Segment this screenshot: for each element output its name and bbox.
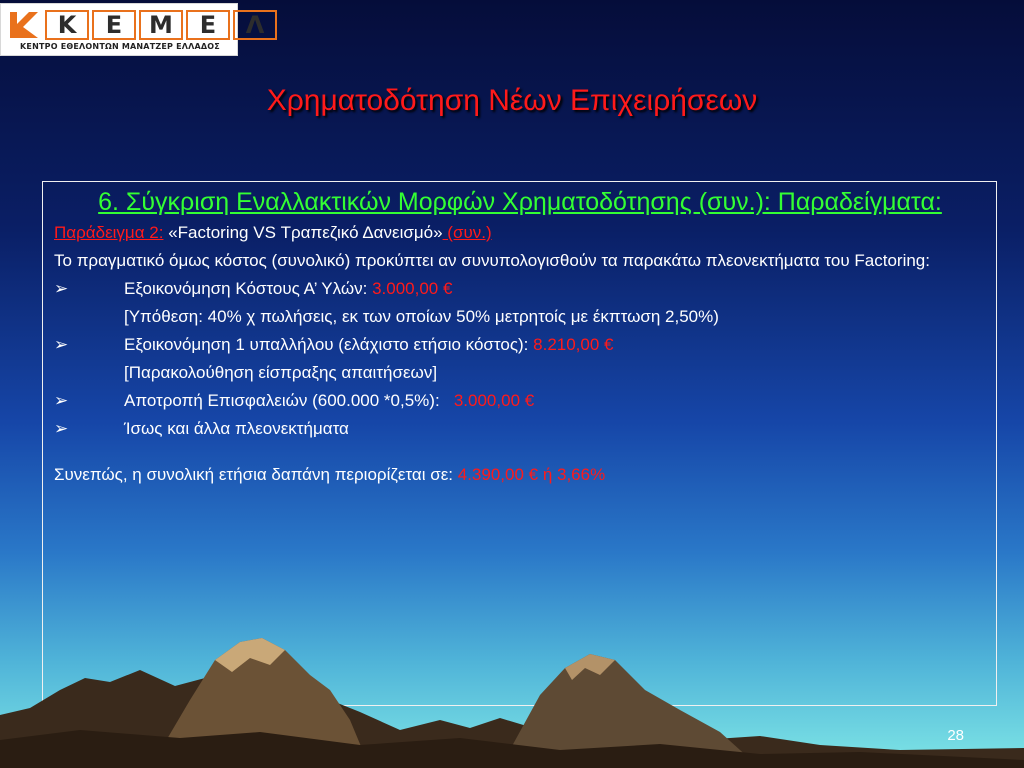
- list-item-text: [124, 331, 614, 359]
- logo-caption: ΚΕΝΤΡΟ ΕΘΕΛΟΝΤΩΝ ΜΑΝΑΤΖΕΡ ΕΛΛΑΔΟΣ: [20, 42, 220, 51]
- example-line: [54, 219, 986, 247]
- list-item-text: [124, 275, 452, 303]
- logo-mark-icon: [7, 10, 41, 40]
- list-item: [54, 415, 986, 443]
- slide-title: Χρηματοδότηση Νέων Επιχειρήσεων: [266, 84, 758, 117]
- example-continued: (συν.): [442, 223, 492, 242]
- list-item-note: [Παρακολούθηση είσπραξης απαιτήσεων]: [124, 363, 438, 382]
- section-heading: 6. Σύγκριση Εναλλακτικών Μορφών Χρηματοδότησης (συν.): Παραδείγματα:: [98, 188, 942, 216]
- list-item-amount: 8.210,00 €: [533, 335, 614, 354]
- list-item-text: [124, 387, 534, 415]
- list-item: [54, 331, 986, 359]
- conclusion-text: Συνεπώς, η συνολική ετήσια δαπάνη περιορίζεται σε:: [54, 465, 458, 484]
- list-item-label: Εξοικονόμηση Κόστους Α’ Υλών:: [124, 279, 373, 298]
- list-item-label: Εξοικονόμηση 1 υπαλλήλου (ελάχιστο ετήσιο κόστος):: [124, 335, 534, 354]
- mountain-landscape: [0, 620, 1024, 768]
- logo-letter: Λ: [233, 10, 277, 40]
- logo-letters: [45, 10, 277, 40]
- list-item: [54, 275, 986, 303]
- list-item-note: [Υπόθεση: 40% χ πωλήσεις, εκ των οποίων 50% μετρητοίς με έκπτωση 2,50%): [124, 307, 719, 326]
- arrow-bullet-icon: ➢: [54, 391, 69, 411]
- list-item-amount: 3.000,00 €: [453, 391, 535, 410]
- page-number: 28: [947, 727, 964, 744]
- logo: [0, 3, 265, 56]
- arrow-bullet-icon: ➢: [54, 335, 69, 355]
- list-item-label: Ίσως και άλλα πλεονεκτήματα: [124, 419, 349, 438]
- arrow-bullet-icon: ➢: [54, 279, 69, 299]
- list-item: [54, 387, 986, 415]
- arrow-bullet-icon: ➢: [54, 419, 69, 439]
- logo-letter: Ε: [186, 10, 230, 40]
- example-title: «Factoring VS Τραπεζικό Δανεισμό»: [168, 223, 443, 242]
- intro-paragraph: Το πραγματικό όμως κόστος (συνολικό) προκύπτει αν συνυπολογισθούν τα παρακάτω πλεονεκτήματα του Factoring:: [54, 251, 930, 270]
- logo-letter: Ε: [92, 10, 136, 40]
- conclusion-line: [54, 461, 986, 489]
- conclusion-amount: 4.390,00 € ή 3,66%: [457, 465, 606, 484]
- example-label: Παράδειγμα 2:: [54, 223, 164, 242]
- logo-letter: Μ: [139, 10, 183, 40]
- logo-letter: Κ: [45, 10, 89, 40]
- list-item-amount: 3.000,00 €: [372, 279, 453, 298]
- list-item-label: Αποτροπή Επισφαλειών (600.000 *0,5%):: [124, 391, 454, 410]
